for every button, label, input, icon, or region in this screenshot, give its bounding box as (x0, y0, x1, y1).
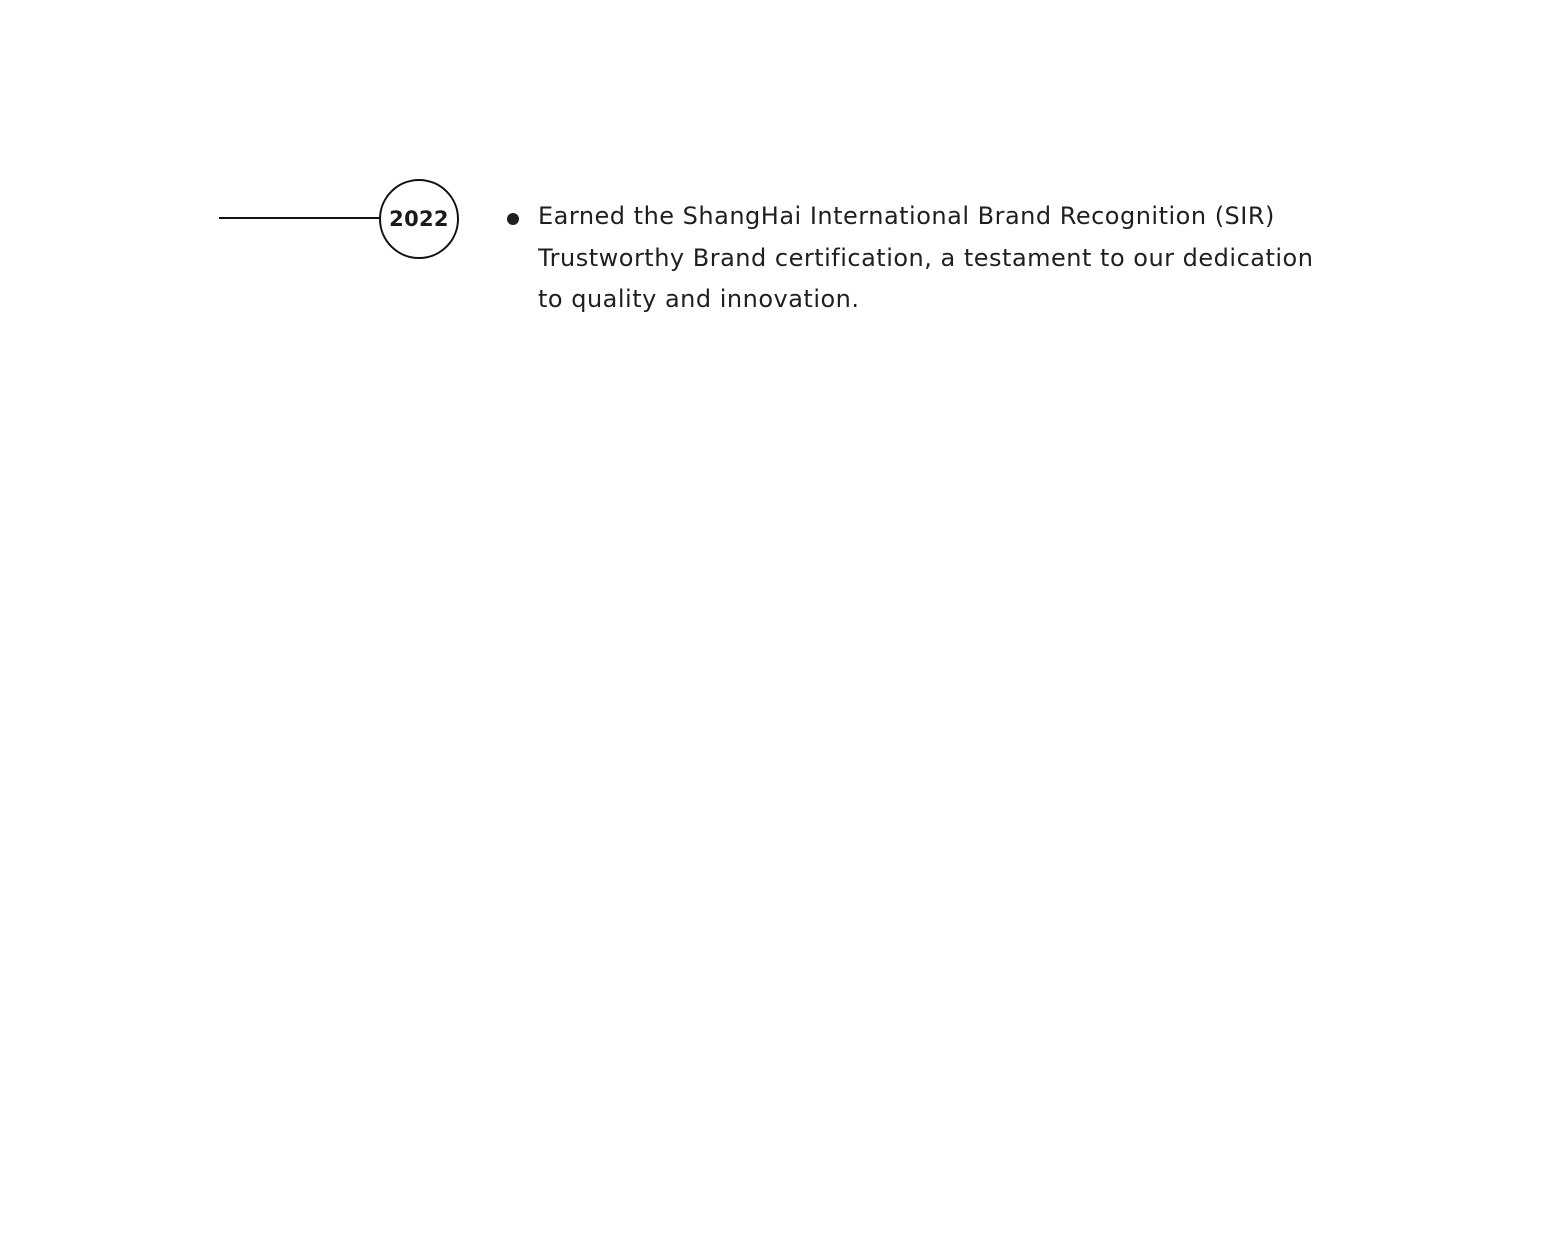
bullet-dot-icon (507, 213, 519, 225)
year-badge (379, 179, 459, 259)
year-label: 2022 (389, 207, 449, 231)
milestone-item (505, 196, 1335, 321)
timeline-entry-2022 (0, 0, 1542, 400)
milestone-list (505, 196, 1335, 321)
timeline-connector-line (219, 217, 380, 219)
milestone-text: Earned the ShangHai International Brand Recognition (SIR) Trustworthy Brand certification, a testament to our dedication to quality and innovation. (538, 202, 1314, 313)
